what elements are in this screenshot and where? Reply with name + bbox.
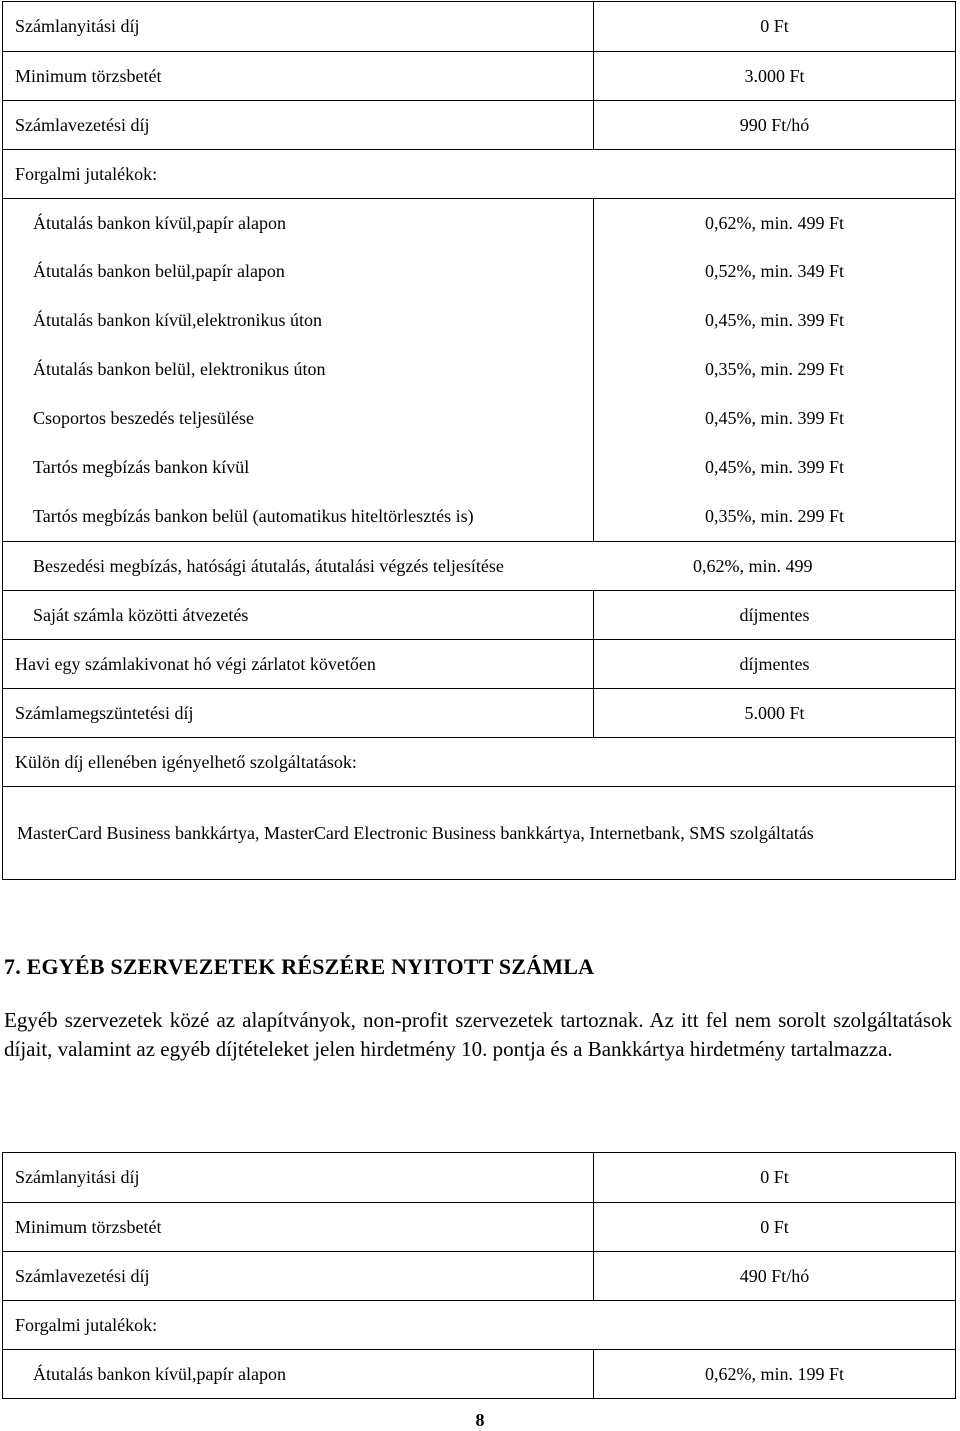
row-label: Forgalmi jutalékok: xyxy=(15,164,158,184)
row-label: Saját számla közötti átvezetés xyxy=(33,605,249,625)
table-row xyxy=(3,541,955,590)
row-label: Átutalás bankon belül, elektronikus úton xyxy=(33,359,326,379)
row-label: Forgalmi jutalékok: xyxy=(15,1315,158,1335)
page-number: 8 xyxy=(475,1410,485,1430)
table-row xyxy=(3,394,955,443)
table-row xyxy=(3,1251,955,1300)
table-row xyxy=(3,1349,955,1398)
fee-table-1 xyxy=(2,1,956,880)
row-value: 0 Ft xyxy=(593,1203,955,1251)
table-row xyxy=(3,247,955,296)
row-value: díjmentes xyxy=(593,640,955,688)
table-row-subheading xyxy=(3,737,955,786)
table-row xyxy=(3,688,955,737)
row-label: Külön díj ellenében igényelhető szolgáltatások: xyxy=(15,752,357,772)
row-value: 3.000 Ft xyxy=(593,52,955,100)
table-row xyxy=(3,345,955,394)
row-value: 0,62%, min. 499 xyxy=(693,556,813,576)
row-value: 0,52%, min. 349 Ft xyxy=(593,247,955,296)
section-heading: 7. EGYÉB SZERVEZETEK RÉSZÉRE NYITOTT SZÁMLA xyxy=(4,954,595,979)
table-row xyxy=(3,100,955,149)
row-value: 990 Ft/hó xyxy=(593,101,955,149)
row-value: 0 Ft xyxy=(593,1153,955,1202)
row-value: 0,62%, min. 499 Ft xyxy=(593,199,955,247)
row-label: MasterCard Business bankkártya, MasterCard Electronic Business bankkártya, Internetbank, SMS szolgáltatás xyxy=(17,823,814,843)
row-label: Minimum törzsbetét xyxy=(15,1217,162,1237)
table-row xyxy=(3,1202,955,1251)
row-label: Tartós megbízás bankon belül (automatikus hiteltörlesztés is) xyxy=(33,506,474,526)
row-label: Havi egy számlakivonat hó végi zárlatot követően xyxy=(15,654,376,674)
row-label: Beszedési megbízás, hatósági átutalás, átutalási végzés teljesítése xyxy=(33,556,504,576)
table-row xyxy=(3,51,955,100)
row-label: Átutalás bankon kívül,elektronikus úton xyxy=(33,310,322,330)
table-row xyxy=(3,590,955,639)
table-row xyxy=(3,1153,955,1202)
row-label: Számlamegszüntetési díj xyxy=(15,703,194,723)
table-row xyxy=(3,198,955,247)
row-value: 0,35%, min. 299 Ft xyxy=(593,345,955,394)
table-row xyxy=(3,296,955,345)
table-row xyxy=(3,492,955,541)
row-value: díjmentes xyxy=(593,591,955,639)
row-label: Számlanyitási díj xyxy=(15,1167,140,1187)
row-label: Számlavezetési díj xyxy=(15,115,150,135)
row-label: Minimum törzsbetét xyxy=(15,66,162,86)
row-label: Átutalás bankon kívül,papír alapon xyxy=(33,1364,286,1384)
row-value: 0,45%, min. 399 Ft xyxy=(593,296,955,345)
row-label: Tartós megbízás bankon kívül xyxy=(33,457,250,477)
row-value: 0,45%, min. 399 Ft xyxy=(593,443,955,492)
table-row xyxy=(3,786,955,879)
row-value: 0,45%, min. 399 Ft xyxy=(593,394,955,443)
row-value: 0,35%, min. 299 Ft xyxy=(593,492,955,541)
row-label: Számlanyitási díj xyxy=(15,16,140,36)
fee-table-2 xyxy=(2,1152,956,1399)
row-value: 490 Ft/hó xyxy=(593,1252,955,1300)
row-label: Átutalás bankon belül,papír alapon xyxy=(33,261,285,281)
row-value: 0,62%, min. 199 Ft xyxy=(593,1350,955,1398)
row-label: Csoportos beszedés teljesülése xyxy=(33,408,254,428)
row-value: 0 Ft xyxy=(593,2,955,51)
table-row xyxy=(3,2,955,51)
section-paragraph: Egyéb szervezetek közé az alapítványok, non-profit szervezetek tartoznak. Az itt fel nem sorolt szolgáltatások díjait, valamint az egyéb díjtételeket jelen hirdetmény 10. pontja és a Bankkártya hirdetmény tartalmazza. xyxy=(4,1008,952,1061)
table-row xyxy=(3,639,955,688)
row-label: Számlavezetési díj xyxy=(15,1266,150,1286)
row-label: Átutalás bankon kívül,papír alapon xyxy=(33,213,286,233)
row-value: 5.000 Ft xyxy=(593,689,955,737)
table-row-subheading xyxy=(3,149,955,198)
table-row-subheading xyxy=(3,1300,955,1349)
table-row xyxy=(3,443,955,492)
